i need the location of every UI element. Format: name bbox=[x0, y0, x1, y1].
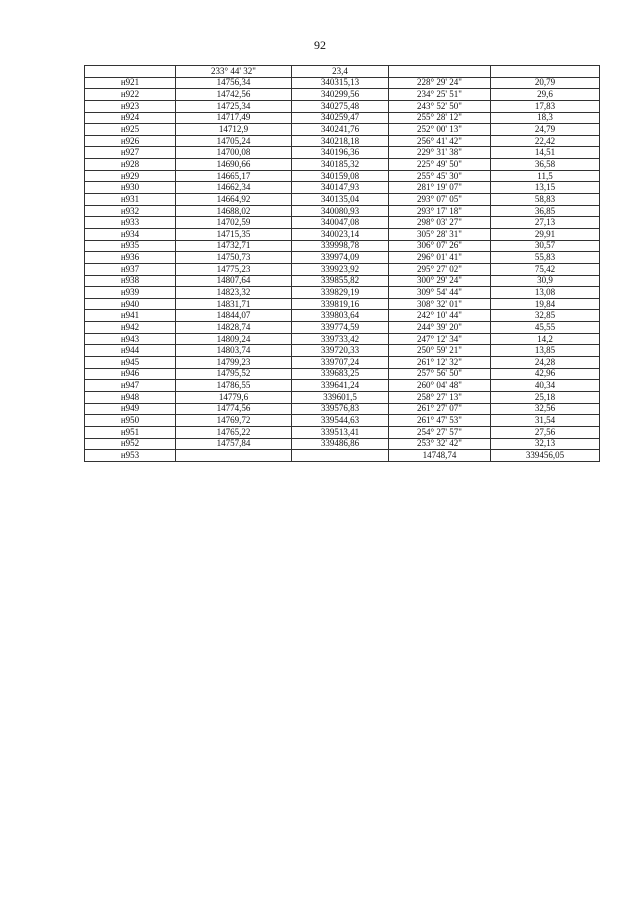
y-coordinate-cell: 339707,24 bbox=[292, 357, 389, 369]
x-coordinate-cell: 14664,92 bbox=[176, 194, 292, 206]
x-coordinate-cell: 14757,84 bbox=[176, 438, 292, 450]
distance-cell: 13,15 bbox=[491, 182, 600, 194]
y-coordinate-cell: 340196,36 bbox=[292, 147, 389, 159]
point-cell: н941 bbox=[85, 310, 176, 322]
y-coordinate-cell: 339803,64 bbox=[292, 310, 389, 322]
distance-cell: 11,5 bbox=[491, 170, 600, 182]
angle-cell: 281° 19' 07" bbox=[389, 182, 491, 194]
point-cell: н926 bbox=[85, 135, 176, 147]
point-cell: н936 bbox=[85, 252, 176, 264]
angle-cell: 252° 00' 13" bbox=[389, 124, 491, 136]
angle-cell: 260° 04' 48" bbox=[389, 380, 491, 392]
angle-cell: 228° 29' 24" bbox=[389, 77, 491, 89]
angle-cell: 257° 56' 50" bbox=[389, 368, 491, 380]
point-cell: н952 bbox=[85, 438, 176, 450]
distance-cell: 36,85 bbox=[491, 205, 600, 217]
angle-cell: 305° 28' 31" bbox=[389, 228, 491, 240]
distance-cell: 14,2 bbox=[491, 333, 600, 345]
point-cell: н940 bbox=[85, 298, 176, 310]
y-coordinate-cell: 339513,41 bbox=[292, 426, 389, 438]
y-coordinate-cell: 340259,47 bbox=[292, 112, 389, 124]
y-coordinate-cell: 339855,82 bbox=[292, 275, 389, 287]
angle-cell: 306° 07' 26" bbox=[389, 240, 491, 252]
point-cell: н948 bbox=[85, 391, 176, 403]
y-coordinate-cell: 340299,56 bbox=[292, 89, 389, 101]
point-cell: н924 bbox=[85, 112, 176, 124]
angle-cell bbox=[176, 450, 292, 462]
x-coordinate-cell: 14779,6 bbox=[176, 391, 292, 403]
point-cell: н928 bbox=[85, 159, 176, 171]
x-coordinate-cell: 14665,17 bbox=[176, 170, 292, 182]
angle-cell: 261° 47' 53" bbox=[389, 415, 491, 427]
y-coordinate-cell: 340080,93 bbox=[292, 205, 389, 217]
distance-cell: 58,83 bbox=[491, 194, 600, 206]
y-coordinate-cell: 340147,93 bbox=[292, 182, 389, 194]
coordinate-table bbox=[84, 65, 600, 462]
angle-cell: 250° 59' 21" bbox=[389, 345, 491, 357]
x-coordinate-cell: 14725,34 bbox=[176, 100, 292, 112]
distance-cell: 30,57 bbox=[491, 240, 600, 252]
y-coordinate-cell: 339683,25 bbox=[292, 368, 389, 380]
x-coordinate-cell: 14690,66 bbox=[176, 159, 292, 171]
angle-cell: 261° 12' 32" bbox=[389, 357, 491, 369]
point-cell: н935 bbox=[85, 240, 176, 252]
angle-cell: 255° 45' 30" bbox=[389, 170, 491, 182]
y-coordinate-cell: 340185,32 bbox=[292, 159, 389, 171]
y-coordinate-cell: 340023,14 bbox=[292, 228, 389, 240]
x-coordinate-cell bbox=[389, 66, 491, 78]
distance-cell: 29,6 bbox=[491, 89, 600, 101]
y-coordinate-cell: 340315,13 bbox=[292, 77, 389, 89]
x-coordinate-cell: 14823,32 bbox=[176, 287, 292, 299]
point-cell: н949 bbox=[85, 403, 176, 415]
point-cell: н923 bbox=[85, 100, 176, 112]
distance-cell: 18,3 bbox=[491, 112, 600, 124]
distance-cell: 32,56 bbox=[491, 403, 600, 415]
distance-cell: 23,4 bbox=[292, 66, 389, 78]
point-cell: н939 bbox=[85, 287, 176, 299]
x-coordinate-cell: 14807,64 bbox=[176, 275, 292, 287]
distance-cell: 24,79 bbox=[491, 124, 600, 136]
angle-cell: 229° 31' 38" bbox=[389, 147, 491, 159]
angle-cell: 255° 28' 12" bbox=[389, 112, 491, 124]
distance-cell: 30,9 bbox=[491, 275, 600, 287]
distance-cell: 13,08 bbox=[491, 287, 600, 299]
y-coordinate-cell: 339641,24 bbox=[292, 380, 389, 392]
y-coordinate-cell: 339576,83 bbox=[292, 403, 389, 415]
angle-cell: 261° 27' 07" bbox=[389, 403, 491, 415]
y-coordinate-cell: 340218,18 bbox=[292, 135, 389, 147]
angle-cell: 256° 41' 42" bbox=[389, 135, 491, 147]
point-cell: н929 bbox=[85, 170, 176, 182]
point-cell: н922 bbox=[85, 89, 176, 101]
y-coordinate-cell: 340275,48 bbox=[292, 100, 389, 112]
point-cell: н927 bbox=[85, 147, 176, 159]
angle-cell: 295° 27' 02" bbox=[389, 263, 491, 275]
angle-cell: 258° 27' 13" bbox=[389, 391, 491, 403]
table-row bbox=[85, 450, 600, 462]
x-coordinate-cell: 14774,56 bbox=[176, 403, 292, 415]
y-coordinate-cell: 340159,08 bbox=[292, 170, 389, 182]
y-coordinate-cell: 339923,92 bbox=[292, 263, 389, 275]
point-cell: н938 bbox=[85, 275, 176, 287]
y-coordinate-cell: 340047,08 bbox=[292, 217, 389, 229]
distance-cell: 55,83 bbox=[491, 252, 600, 264]
x-coordinate-cell: 14769,72 bbox=[176, 415, 292, 427]
distance-cell: 27,56 bbox=[491, 426, 600, 438]
x-coordinate-cell: 14742,56 bbox=[176, 89, 292, 101]
y-coordinate-cell: 339720,33 bbox=[292, 345, 389, 357]
distance-cell: 32,85 bbox=[491, 310, 600, 322]
x-coordinate-cell: 14717,49 bbox=[176, 112, 292, 124]
table-row bbox=[85, 66, 600, 78]
angle-cell: 244° 39' 20" bbox=[389, 322, 491, 334]
distance-cell: 27,13 bbox=[491, 217, 600, 229]
angle-cell: 293° 17' 18" bbox=[389, 205, 491, 217]
x-coordinate-cell: 14756,34 bbox=[176, 77, 292, 89]
point-cell: н931 bbox=[85, 194, 176, 206]
x-coordinate-cell: 14795,52 bbox=[176, 368, 292, 380]
x-coordinate-cell: 14775,23 bbox=[176, 263, 292, 275]
y-coordinate-cell: 339829,19 bbox=[292, 287, 389, 299]
point-cell: н937 bbox=[85, 263, 176, 275]
page-number: 92 bbox=[314, 38, 326, 52]
x-coordinate-cell: 14732,71 bbox=[176, 240, 292, 252]
point-cell: н953 bbox=[85, 450, 176, 462]
y-coordinate-cell: 339456,05 bbox=[491, 450, 600, 462]
y-coordinate-cell: 339974,09 bbox=[292, 252, 389, 264]
x-coordinate-cell: 14688,02 bbox=[176, 205, 292, 217]
point-cell: н951 bbox=[85, 426, 176, 438]
point-cell: н944 bbox=[85, 345, 176, 357]
distance-cell: 13,85 bbox=[491, 345, 600, 357]
y-coordinate-cell: 339819,16 bbox=[292, 298, 389, 310]
distance-cell: 75,42 bbox=[491, 263, 600, 275]
point-cell: н921 bbox=[85, 77, 176, 89]
x-coordinate-cell: 14799,23 bbox=[176, 357, 292, 369]
point-cell: н930 bbox=[85, 182, 176, 194]
distance-cell: 24,28 bbox=[491, 357, 600, 369]
distance-cell: 20,79 bbox=[491, 77, 600, 89]
point-cell: н947 bbox=[85, 380, 176, 392]
y-coordinate-cell: 340241,76 bbox=[292, 124, 389, 136]
angle-cell: 254° 27' 57" bbox=[389, 426, 491, 438]
angle-cell: 253° 32' 42" bbox=[389, 438, 491, 450]
distance-cell: 25,18 bbox=[491, 391, 600, 403]
distance-cell: 45,55 bbox=[491, 322, 600, 334]
y-coordinate-cell: 339774,59 bbox=[292, 322, 389, 334]
x-coordinate-cell: 14712,9 bbox=[176, 124, 292, 136]
distance-cell: 19,84 bbox=[491, 298, 600, 310]
point-cell: н934 bbox=[85, 228, 176, 240]
angle-cell: 298° 03' 27" bbox=[389, 217, 491, 229]
distance-cell: 40,34 bbox=[491, 380, 600, 392]
point-cell bbox=[85, 66, 176, 78]
x-coordinate-cell: 14715,35 bbox=[176, 228, 292, 240]
point-cell: н933 bbox=[85, 217, 176, 229]
y-coordinate-cell: 339998,78 bbox=[292, 240, 389, 252]
y-coordinate-cell: 339601,5 bbox=[292, 391, 389, 403]
distance-cell: 14,51 bbox=[491, 147, 600, 159]
y-coordinate-cell: 339733,42 bbox=[292, 333, 389, 345]
angle-cell: 247° 12' 34" bbox=[389, 333, 491, 345]
angle-cell: 308° 32' 01" bbox=[389, 298, 491, 310]
y-coordinate-cell bbox=[491, 66, 600, 78]
x-coordinate-cell: 14803,74 bbox=[176, 345, 292, 357]
point-cell: н946 bbox=[85, 368, 176, 380]
point-cell: н950 bbox=[85, 415, 176, 427]
distance-cell: 36,58 bbox=[491, 159, 600, 171]
x-coordinate-cell: 14765,22 bbox=[176, 426, 292, 438]
angle-cell: 234° 25' 51" bbox=[389, 89, 491, 101]
distance-cell bbox=[292, 450, 389, 462]
x-coordinate-cell: 14702,59 bbox=[176, 217, 292, 229]
angle-cell: 242° 10' 44" bbox=[389, 310, 491, 322]
angle-cell: 309° 54' 44" bbox=[389, 287, 491, 299]
distance-cell: 17,83 bbox=[491, 100, 600, 112]
point-cell: н945 bbox=[85, 357, 176, 369]
x-coordinate-cell: 14831,71 bbox=[176, 298, 292, 310]
y-coordinate-cell: 339486,86 bbox=[292, 438, 389, 450]
angle-cell: 300° 29' 24" bbox=[389, 275, 491, 287]
x-coordinate-cell: 14700,08 bbox=[176, 147, 292, 159]
angle-cell: 293° 07' 05" bbox=[389, 194, 491, 206]
distance-cell: 31,54 bbox=[491, 415, 600, 427]
angle-cell: 233° 44' 32" bbox=[176, 66, 292, 78]
x-coordinate-cell: 14828,74 bbox=[176, 322, 292, 334]
distance-cell: 32,13 bbox=[491, 438, 600, 450]
angle-cell: 225° 49' 50" bbox=[389, 159, 491, 171]
distance-cell: 22,42 bbox=[491, 135, 600, 147]
x-coordinate-cell: 14750,73 bbox=[176, 252, 292, 264]
point-cell: н942 bbox=[85, 322, 176, 334]
point-cell: н932 bbox=[85, 205, 176, 217]
x-coordinate-cell: 14705,24 bbox=[176, 135, 292, 147]
x-coordinate-cell: 14786,55 bbox=[176, 380, 292, 392]
angle-cell: 296° 01' 41" bbox=[389, 252, 491, 264]
x-coordinate-cell: 14844,07 bbox=[176, 310, 292, 322]
x-coordinate-cell: 14748,74 bbox=[389, 450, 491, 462]
point-cell: н943 bbox=[85, 333, 176, 345]
y-coordinate-cell: 339544,63 bbox=[292, 415, 389, 427]
angle-cell: 243° 52' 50" bbox=[389, 100, 491, 112]
distance-cell: 42,96 bbox=[491, 368, 600, 380]
point-cell: н925 bbox=[85, 124, 176, 136]
x-coordinate-cell: 14809,24 bbox=[176, 333, 292, 345]
y-coordinate-cell: 340135,04 bbox=[292, 194, 389, 206]
x-coordinate-cell: 14662,34 bbox=[176, 182, 292, 194]
distance-cell: 29,91 bbox=[491, 228, 600, 240]
